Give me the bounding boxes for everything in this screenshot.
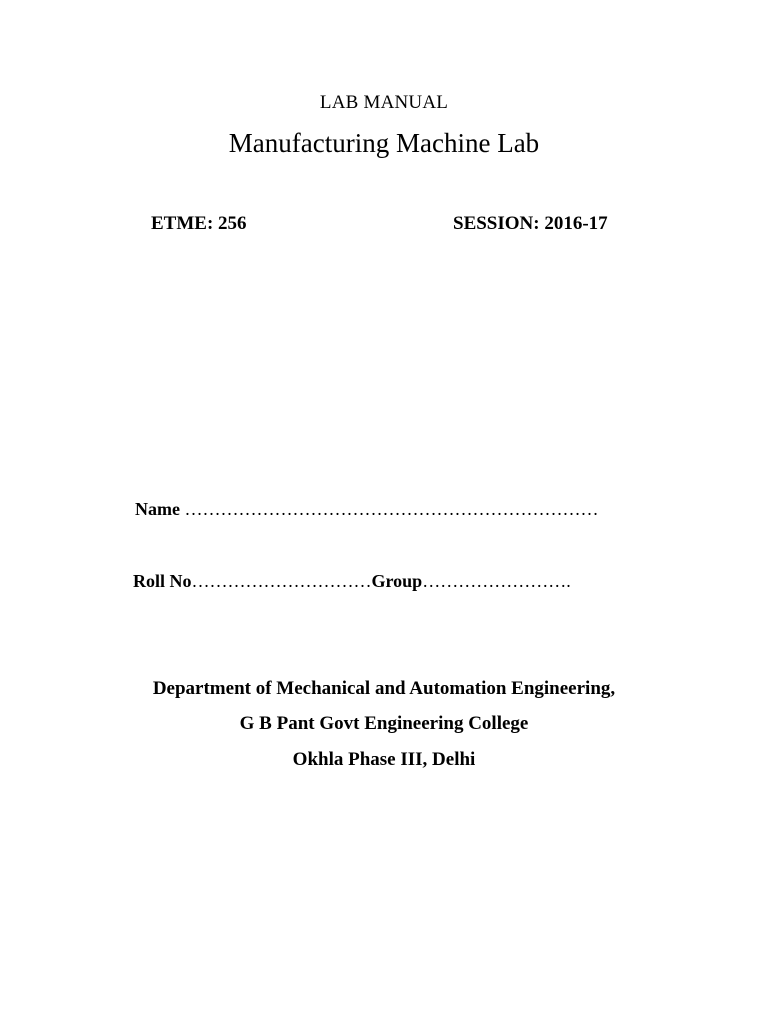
roll-label: Roll No	[133, 571, 192, 591]
college-name: G B Pant Govt Engineering College	[239, 713, 529, 734]
course-code: ETME: 256	[151, 213, 247, 234]
college-address: Okhla Phase III, Delhi	[292, 749, 476, 770]
roll-blank: …………………………	[191, 571, 372, 591]
roll-group-field-line	[133, 571, 571, 592]
group-label: Group	[371, 571, 423, 591]
name-label: Name	[135, 499, 185, 519]
document-subtitle: LAB MANUAL	[319, 92, 449, 113]
department-name: Department of Mechanical and Automation Engineering,	[152, 678, 616, 699]
document-title: Manufacturing Machine Lab	[228, 128, 540, 158]
name-field-line	[135, 499, 598, 520]
group-blank: …………………….	[422, 571, 571, 591]
session-label: SESSION: 2016-17	[453, 213, 608, 234]
name-blank: ……………………………………………………………	[184, 499, 599, 519]
